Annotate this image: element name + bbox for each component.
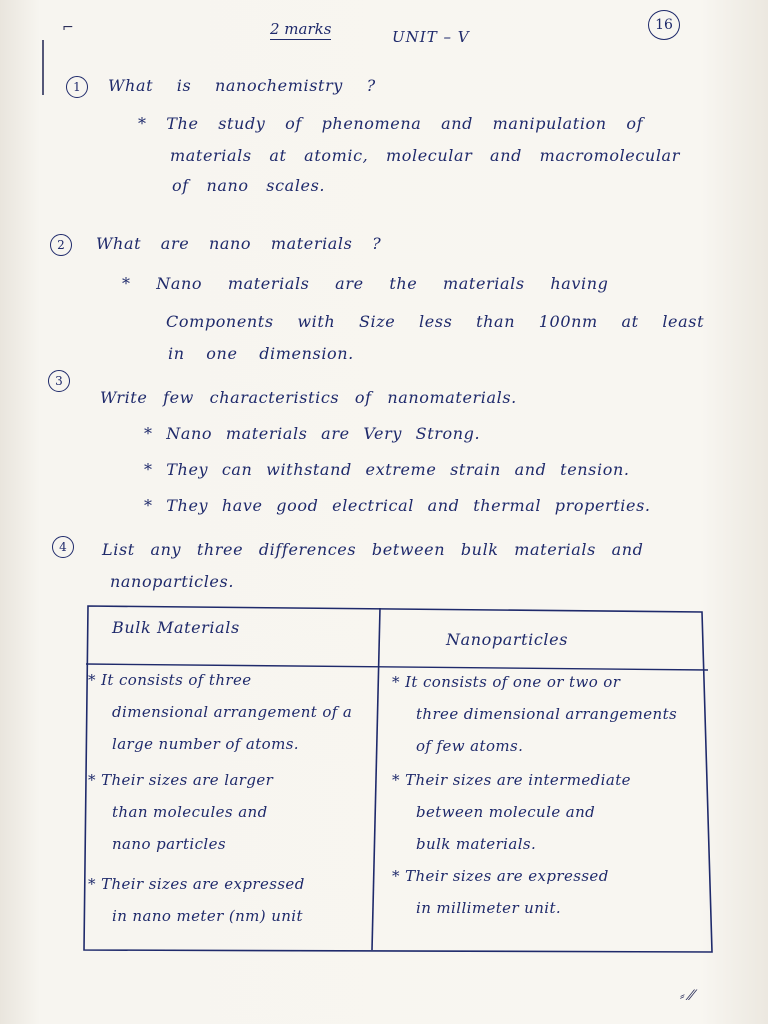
table-header-nano: Nanoparticles (446, 630, 569, 649)
characteristic-item: * They can withstand extreme strain and tension. (144, 460, 630, 479)
cell-line: between molecule and (416, 803, 596, 821)
table-cell-nano (392, 666, 677, 762)
comparison-table (82, 604, 714, 956)
answer-line: in one dimension. (168, 344, 354, 363)
cell-line: bulk materials. (416, 835, 537, 853)
cell-line: * Their sizes are expressed (88, 875, 305, 893)
table-cell-bulk (88, 868, 305, 932)
cell-line: of few atoms. (416, 737, 524, 755)
answer-line: Components with Size less than 100nm at least (166, 312, 705, 331)
cell-line: in nano meter (nm) unit (112, 907, 303, 925)
question-text: Write few characteristics of nanomaterials. (100, 388, 517, 407)
table-header-bulk: Bulk Materials (112, 618, 240, 637)
question-number: 1 (66, 76, 88, 98)
answer-line: * Nano materials are the materials having (122, 274, 609, 293)
characteristic-item: * Nano materials are Very Strong. (144, 424, 481, 443)
answer-line: * The study of phenomena and manipulation of (138, 114, 644, 133)
cell-line: dimensional arrangement of a (112, 703, 353, 721)
corner-mark: ⌐ (62, 20, 74, 36)
question-text: What is nanochemistry ? (108, 76, 376, 95)
page-number: 16 (648, 10, 680, 40)
cell-line: than molecules and (112, 803, 268, 821)
cell-line: * It consists of one or two or (392, 673, 621, 691)
scribble-mark: ⸗ ⁄⁄ (680, 988, 694, 1004)
question-text: List any three differences between bulk materials and (102, 540, 644, 559)
cell-line: * Their sizes are larger (88, 771, 274, 789)
characteristic-item: * They have good electrical and thermal properties. (144, 496, 651, 515)
question-text-continued: nanoparticles. (110, 572, 235, 591)
cell-line: large number of atoms. (112, 735, 299, 753)
cell-line: nano particles (112, 835, 226, 853)
table-cell-bulk (88, 764, 273, 860)
cell-line: three dimensional arrangements (416, 705, 678, 723)
cell-line: * Their sizes are expressed (392, 867, 609, 885)
answer-line: materials at atomic, molecular and macromolecular (170, 146, 680, 165)
margin-mark (42, 40, 44, 95)
unit-heading: UNIT – V (392, 28, 470, 46)
cell-line: in millimeter unit. (416, 899, 562, 917)
question-number: 4 (52, 536, 74, 558)
question-number: 3 (48, 370, 70, 392)
table-cell-bulk (88, 664, 352, 760)
table-cell-nano (392, 860, 609, 924)
cell-line: * Their sizes are intermediate (392, 771, 631, 789)
question-text: What are nano materials ? (96, 234, 382, 253)
marks-heading: 2 marks (270, 20, 332, 38)
cell-line: * It consists of three (88, 671, 252, 689)
question-number: 2 (50, 234, 72, 256)
answer-line: of nano scales. (172, 176, 326, 195)
table-cell-nano (392, 764, 631, 860)
